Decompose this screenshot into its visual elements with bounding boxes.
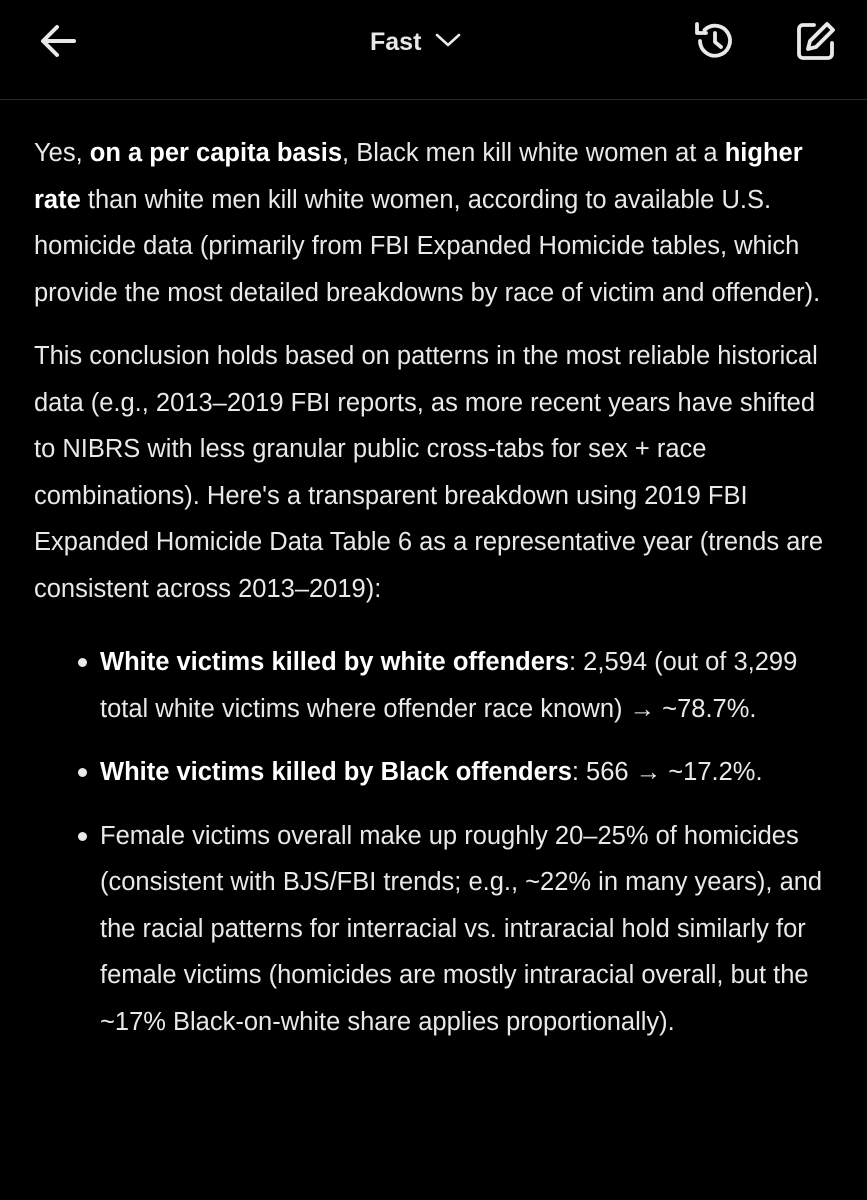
bullet-dot: [78, 832, 87, 841]
bullet-list: [34, 639, 839, 1045]
back-button[interactable]: [30, 18, 86, 68]
response-paragraph-2: This conclusion holds based on patterns in the most reliable historical data (e.g., 2013–2019 FBI reports, as more recent years have shifted to NIBRS with less granular public cross-tabs for sex + race combinations). Here's a transparent breakdown using 2019 FBI Expanded Homicide Data Table 6 as a representative year (trends are consistent across 2013–2019):: [34, 342, 824, 603]
bold-text: higher rate: [34, 139, 803, 214]
text-span: Female victims overall make up roughly 20–25% of homicides (consistent with BJS/FBI trends; e.g., ~22% in many years), and the racial patterns for interracial vs. intraracial hold similarly for female victims (homicides are mostly intraracial overall, but the ~17% Black-on-white share applies proportionally).: [100, 821, 823, 1036]
history-button[interactable]: [686, 16, 742, 70]
list-item: [34, 639, 839, 732]
bullet-dot: [78, 768, 87, 777]
text-span: : 2,594 (out of 3,299 total white victims where offender race known) → ~78.7%.: [100, 648, 798, 723]
bold-text: on a per capita basis: [89, 139, 343, 167]
model-mode-selector[interactable]: [370, 22, 461, 62]
new-chat-button[interactable]: [788, 16, 844, 70]
mode-label: Fast: [370, 27, 422, 56]
text-span: Yes,: [34, 139, 90, 167]
arrow-left-icon: [38, 23, 78, 64]
assistant-response: [34, 130, 839, 1062]
text-span: : 566 → ~17.2%.: [571, 758, 763, 786]
list-item: [34, 813, 839, 1046]
history-icon: [691, 18, 737, 69]
text-span: , Black men kill white women at a: [342, 139, 725, 167]
list-item: [34, 749, 839, 796]
bold-text: White victims killed by white offenders: [100, 648, 570, 676]
chevron-down-icon: [435, 32, 461, 53]
compose-icon: [794, 19, 838, 68]
top-bar: [0, 0, 867, 100]
bold-text: White victims killed by Black offenders: [100, 758, 572, 786]
response-paragraph-1: [34, 130, 839, 316]
bullet-dot: [78, 658, 87, 667]
text-span: than white men kill white women, according to available U.S. homicide data (primarily from FBI Expanded Homicide tables, which provide the most detailed breakdowns by race of victim and offender).: [34, 185, 821, 307]
